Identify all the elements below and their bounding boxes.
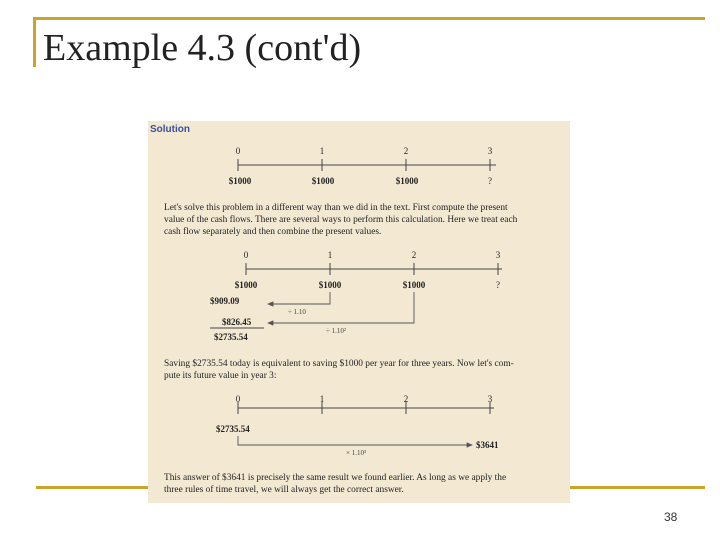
timeline-3-end-value: $3641 [476, 440, 499, 450]
timeline-2-value-0: $1000 [234, 280, 258, 290]
page-number: 38 [664, 510, 678, 524]
timeline-1-value-3: ? [488, 176, 492, 186]
paragraph-3 [164, 472, 506, 495]
paragraph-1-line-3: cash flow separately and then combine the present values. [164, 227, 382, 237]
timeline-2-value-1: $1000 [318, 280, 342, 290]
timeline-1-period-3: 3 [487, 146, 493, 156]
timeline-2-period-0: 0 [243, 250, 249, 260]
growth-arrow [238, 436, 472, 445]
paragraph-3-line-1: This answer of $3641 is precisely the same result we found earlier. As long as we apply the [164, 473, 507, 483]
timeline-2-value-2: $1000 [402, 280, 426, 290]
timeline-2-period-2: 2 [411, 250, 417, 260]
paragraph-3-line-2: three rules of time travel, we will always get the correct answer. [164, 485, 404, 495]
discount-arrow-1 [268, 292, 330, 304]
timeline-3-period-0: 0 [235, 394, 241, 404]
bottom-rule-right [570, 486, 705, 489]
bottom-rule-left [36, 486, 148, 489]
timeline-3-period-1: 1 [319, 394, 325, 404]
timeline-3 [216, 394, 499, 457]
timeline-1-period-1: 1 [319, 146, 325, 156]
solution-figure [148, 121, 570, 503]
paragraph-1-line-2: value of the cash flows. There are several ways to perform this calculation. Here we treat each [164, 215, 518, 225]
timeline-2-period-3: 3 [495, 250, 501, 260]
timeline-1-period-0: 0 [235, 146, 241, 156]
timeline-1-period-2: 2 [403, 146, 409, 156]
solution-heading: Solution [150, 124, 190, 135]
timeline-2-period-1: 1 [327, 250, 333, 260]
paragraph-2 [164, 358, 514, 381]
timeline-3-period-3: 3 [487, 394, 493, 404]
timeline-1-value-0: $1000 [228, 176, 252, 186]
timeline-3-start-value: $2735.54 [216, 424, 250, 434]
paragraph-2-line-2: pute its future value in year 3: [164, 371, 277, 381]
present-value-2: $826.45 [222, 317, 252, 327]
slide-title: Example 4.3 (cont'd) [43, 27, 362, 69]
timeline-2 [210, 250, 502, 342]
top-rule [33, 17, 705, 20]
discount-label-2: ÷ 1.10² [326, 327, 346, 335]
growth-label: × 1.10³ [346, 449, 367, 457]
present-value-1: $909.09 [210, 296, 240, 306]
timeline-3-period-2: 2 [403, 394, 409, 404]
paragraph-1-line-1: Let's solve this problem in a different way than we did in the text. First compute the present [164, 203, 508, 213]
timeline-1-value-2: $1000 [395, 176, 419, 186]
left-rule [33, 17, 36, 67]
timeline-2-value-3: ? [496, 280, 500, 290]
present-value-total: $2735.54 [214, 332, 248, 342]
timeline-1 [229, 146, 496, 186]
paragraph-2-line-1: Saving $2735.54 today is equivalent to saving $1000 per year for three years. Now let's com- [164, 359, 514, 369]
discount-label-1: ÷ 1.10 [288, 308, 306, 316]
paragraph-1 [164, 202, 518, 237]
timeline-1-value-1: $1000 [311, 176, 335, 186]
